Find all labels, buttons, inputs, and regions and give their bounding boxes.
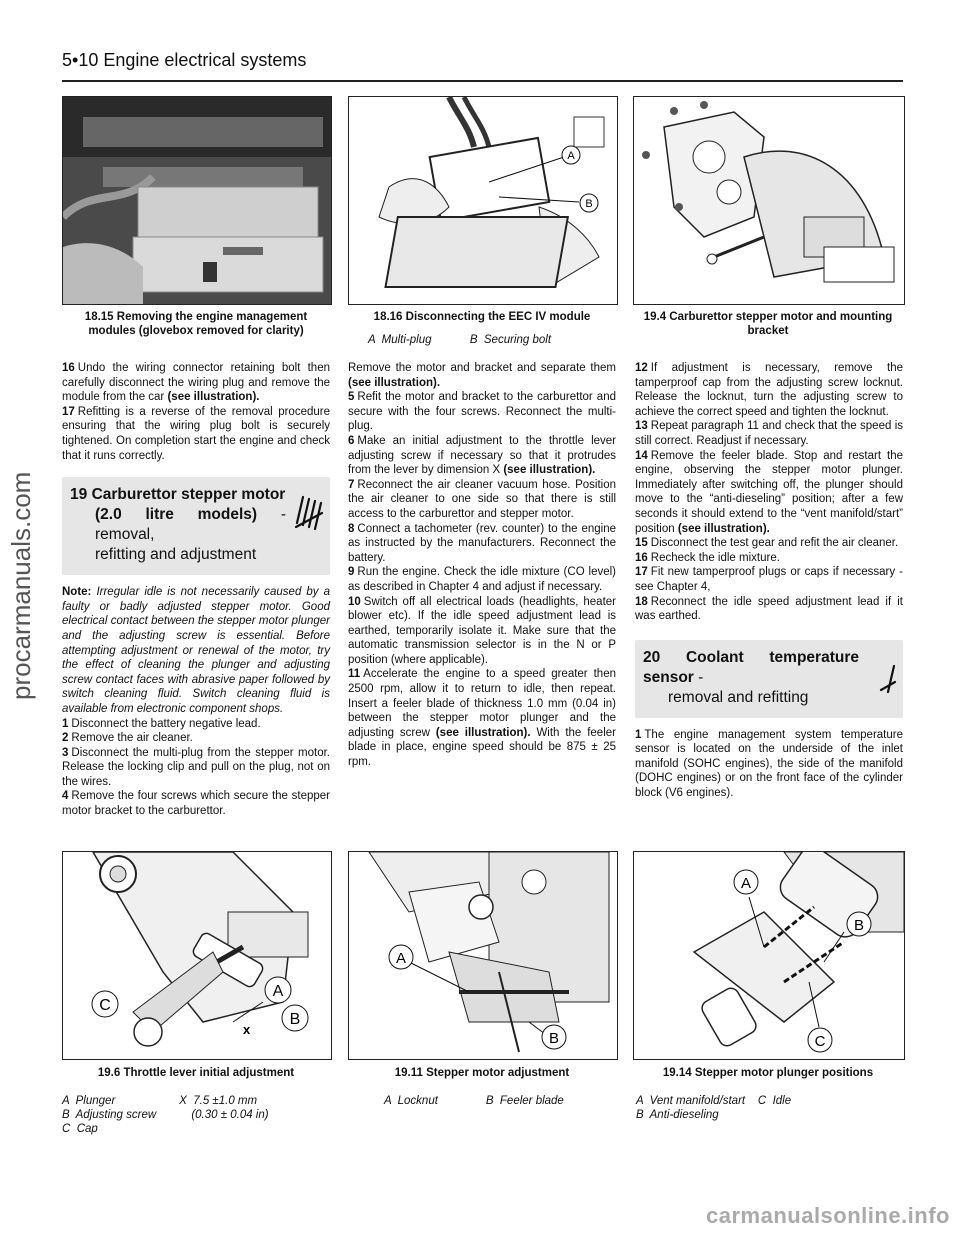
paragraph-1b: 1 The engine management system temperature sensor is located on the underside of the inlet manifold (SOHC engines), the side of the manifold (DOHC engines) or on the front face of the cylinder block (V6 engines). [635, 728, 903, 800]
figure-19-6-caption: 19.6 Throttle lever initial adjustment [97, 1067, 295, 1079]
figure-19-6-image [62, 851, 332, 1060]
figure-19-14-legend: A Vent manifold/start C Idle B Anti-dieseling [636, 1095, 792, 1121]
figure-19-4-caption: 19.4 Carburettor stepper motor and mounting bracket [643, 311, 893, 337]
figure-18-16-label-b: B [585, 198, 593, 210]
figure-19-11-label-a: A [395, 950, 407, 967]
paragraph-3: 3 Disconnect the multi-plug from the stepper motor. Release the locking clip and pull on the plug, not on the wires. [62, 746, 330, 788]
figure-19-14-label-c: C [814, 1033, 826, 1050]
section-20-heading: 20 Coolant temperature sensor - removal and refitting [635, 640, 903, 718]
paragraph-16b: 16 Recheck the idle mixture. [635, 551, 780, 564]
figure-18-15-image [62, 96, 332, 305]
figure-19-11-image [348, 851, 618, 1060]
paragraph-4: 4 Remove the four screws which secure the stepper motor bracket to the carburettor. [62, 790, 330, 818]
figure-19-6-label-x: x [243, 1022, 251, 1037]
figure-19-11-caption: 19.11 Stepper motor adjustment [394, 1067, 570, 1079]
header-rule [62, 80, 903, 82]
paragraph-17: 17 Refitting is a reverse of the removal procedure ensuring that the wiring plug bolt is securely tightened. On completion start the engine and check that it runs correctly. [62, 405, 330, 462]
paragraph-15: 15 Disconnect the test gear and refit the air cleaner. [635, 537, 899, 550]
side-watermark: procarmanuals.com [6, 471, 36, 700]
paragraph-13: 13 Repeat paragraph 11 and check that the speed is still correct. Readjust if necessary. [635, 420, 903, 447]
figure-19-11-legend: A Locknut B Feeler blade [384, 1095, 564, 1107]
paragraph-9: 9 Run the engine. Check the idle mixture (CO level) as described in Chapter 4 and adjust if necessary. [348, 566, 616, 593]
paragraph-17b: 17 Fit new tamperproof plugs or caps if necessary - see Chapter 4, [635, 566, 903, 593]
paragraph-18: 18 Reconnect the idle speed adjustment lead if it was earthed. [635, 595, 903, 623]
paragraph-7: 7 Reconnect the air cleaner vacuum hose. Position the air cleaner to one side so that there is still access to the carburettor and stepper motor. [348, 478, 616, 520]
figure-18-16-legend: A Multi-plug B Securing bolt [368, 334, 552, 346]
footer-watermark: carmanualsonline.info [706, 1203, 950, 1228]
figure-19-6-legend: A Plunger X 7.5 ±1.0 mm B Adjusting screw (0.30 ± 0.04 in) C Cap [62, 1095, 269, 1135]
figure-19-4-image [633, 96, 905, 305]
figure-19-6-label-b: B [289, 1011, 301, 1028]
column-3 [635, 361, 903, 801]
figure-18-15-caption: 18.15 Removing the engine management modules (glovebox removed for clarity) [84, 311, 308, 337]
paragraph-14: 14 Remove the feeler blade. Stop and restart the engine, observing the stepper motor plunger. Immediately after switching off, the plunger should move to the “anti-dieseling” position; after a few seconds it should extend to the “vent manifold/start” position (see illustration). [635, 449, 903, 535]
section-19-heading: 19 Carburettor stepper motor (2.0 litre models) - removal, refitting and adjustment [62, 477, 330, 575]
figure-19-14-label-a: A [740, 875, 752, 892]
figure-18-16-caption: 18.16 Disconnecting the EEC IV module [373, 311, 591, 323]
figure-19-11-label-b: B [548, 1030, 560, 1047]
figure-19-14-image [633, 851, 905, 1060]
paragraph-5: 5 Refit the motor and bracket to the carburettor and secure with the four screws. Reconnect the multi-plug. [348, 391, 616, 433]
paragraph-2: 2 Remove the air cleaner. [62, 732, 193, 745]
column-2 [348, 361, 616, 770]
paragraph-8: 8 Connect a tachometer (rev. counter) to the engine as instructed by the manufacturers. Reconnect the battery. [348, 522, 616, 564]
paragraph-16: 16 Undo the wiring connector retaining bolt then carefully disconnect the wiring plug and remove the module from the car (see illustration). [62, 362, 330, 404]
paragraph-4-continued: Remove the motor and bracket and separate them (see illustration). [348, 362, 616, 389]
figure-18-16-image [348, 96, 618, 305]
paragraph-11: 11 Accelerate the engine to a speed greater then 2500 rpm, allow it to return to idle, then repeat. Insert a feeler blade of thickness 1.0 mm (0.04 in) between the stepper motor plunger and the adjusting screw (see illustration). With the feeler blade in place, engine speed should be 875 ± 25 rpm. [348, 668, 616, 769]
page-header: 5•10 Engine electrical systems [62, 50, 307, 70]
figure-18-16-label-a: A [567, 150, 575, 162]
difficulty-spanner-icon [867, 650, 897, 694]
note: Note: Irregular idle is not necessarily caused by a faulty or badly adjusted stepper motor. Good electrical contact between the stepper motor plunger and the adjusting screw is essential. Before attempting adjustment or renewal of the motor, try the effect of cleaning the plunger and adjusting screw contact faces with abrasive paper followed by switch cleaning fluid. Switch cleaning fluid is available from electronic component shops. [62, 586, 330, 715]
figure-19-6-label-c: C [99, 997, 111, 1014]
column-1 [62, 361, 330, 819]
paragraph-12: 12 If adjustment is necessary, remove the tamperproof cap from the adjusting screw locknut. Release the locknut, turn the adjusting screw to achieve the correct speed and tighten the locknut. [635, 362, 903, 418]
difficulty-spanner-icon [294, 487, 324, 531]
figure-19-6-label-a: A [272, 983, 284, 1000]
figure-19-14-caption: 19.14 Stepper motor plunger positions [662, 1067, 874, 1079]
paragraph-10: 10 Switch off all electrical loads (headlights, heater blower etc). If the idle speed adjustment lead is earthed, temporarily isolate it. Make sure that the automatic transmission selector is in the N or P position (where applicable). [348, 595, 616, 666]
paragraph-6: 6 Make an initial adjustment to the throttle lever adjusting screw if necessary so that it protrudes from the lever by dimension X (see illustration). [348, 434, 616, 477]
paragraph-1: 1 Disconnect the battery negative lead. [62, 717, 261, 730]
figure-19-14-label-b: B [853, 917, 865, 934]
